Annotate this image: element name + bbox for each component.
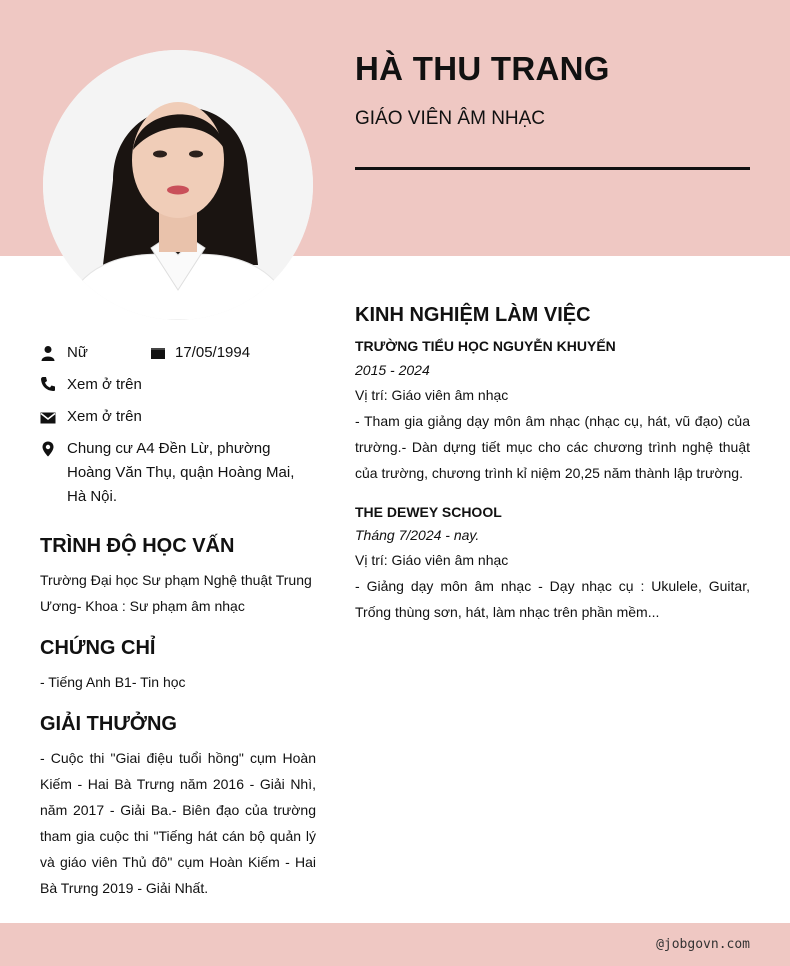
email-value: Xem ở trên xyxy=(67,408,142,425)
candidate-name: HÀ THU TRANG xyxy=(355,50,610,87)
awards-text: - Cuộc thi "Giai điệu tuổi hồng" cụm Hoàn Kiếm - Hai Bà Trưng năm 2016 - Giải Nhì, năm 2017 - Giải Ba.- Biên đạo của trường tham gia cuộc thi "Tiếng hát cán bộ quản lý và giáo viên Thủ đô" cụm Hoàn Kiếm - Hai Bà Trưng 2019 - Giải Nhất. xyxy=(40,750,316,896)
user-icon xyxy=(40,345,56,361)
job-1-period: 2015 - 2024 xyxy=(355,362,430,378)
phone-value: Xem ở trên xyxy=(67,376,142,393)
profile-photo xyxy=(43,50,313,320)
job-1-company: TRƯỜNG TIỂU HỌC NGUYỄN KHUYẾN xyxy=(355,338,616,354)
title-divider xyxy=(355,167,750,170)
job-1-role: Vị trí: Giáo viên âm nhạc xyxy=(355,387,509,403)
contact-phone-row xyxy=(40,373,320,397)
birthdate-value: 17/05/1994 xyxy=(175,344,251,361)
job-2-description: - Giảng dạy môn âm nhạc - Dạy nhạc cụ : Ukulele, Guitar, Trống thùng sơn, hát, làm nhạc trên phần mềm... xyxy=(355,578,750,620)
awards-title: GIẢI THƯỞNG xyxy=(40,713,177,735)
mail-icon xyxy=(40,410,56,426)
certificates-text: - Tiếng Anh B1- Tin học xyxy=(40,674,186,690)
gender-value: Nữ xyxy=(67,344,88,361)
certificates-title: CHỨNG CHỈ xyxy=(40,637,156,659)
job-2-period: Tháng 7/2024 - nay. xyxy=(355,527,480,543)
experience-title: KINH NGHIỆM LÀM VIỆC xyxy=(355,304,591,326)
education-text: Trường Đại học Sư phạm Nghệ thuật Trung Ương- Khoa : Sư phạm âm nhạc xyxy=(40,572,312,614)
education-title: TRÌNH ĐỘ HỌC VẤN xyxy=(40,535,235,557)
job-2-company: THE DEWEY SCHOOL xyxy=(355,504,502,520)
location-pin-icon xyxy=(40,441,56,457)
job-2-role: Vị trí: Giáo viên âm nhạc xyxy=(355,552,509,568)
footer-watermark: @jobgovn.com xyxy=(656,937,750,952)
phone-icon xyxy=(40,376,56,392)
job-title: GIÁO VIÊN ÂM NHẠC xyxy=(355,108,546,129)
contact-birthdate-row xyxy=(150,341,320,365)
contact-email-row xyxy=(40,405,320,429)
job-1-description: - Tham gia giảng dạy môn âm nhạc (nhạc cụ, hát, vũ đạo) của trường.- Dàn dựng tiết mục cho các chương trình nghệ thuật của trường, chương trình kỉ niệm 20,25 năm thành lập trường. xyxy=(355,413,750,481)
contact-address-row xyxy=(40,437,320,509)
calendar-icon xyxy=(150,345,166,361)
address-value: Chung cư A4 Đền Lừ, phường Hoàng Văn Thụ, quận Hoàng Mai, Hà Nội. xyxy=(67,440,295,505)
